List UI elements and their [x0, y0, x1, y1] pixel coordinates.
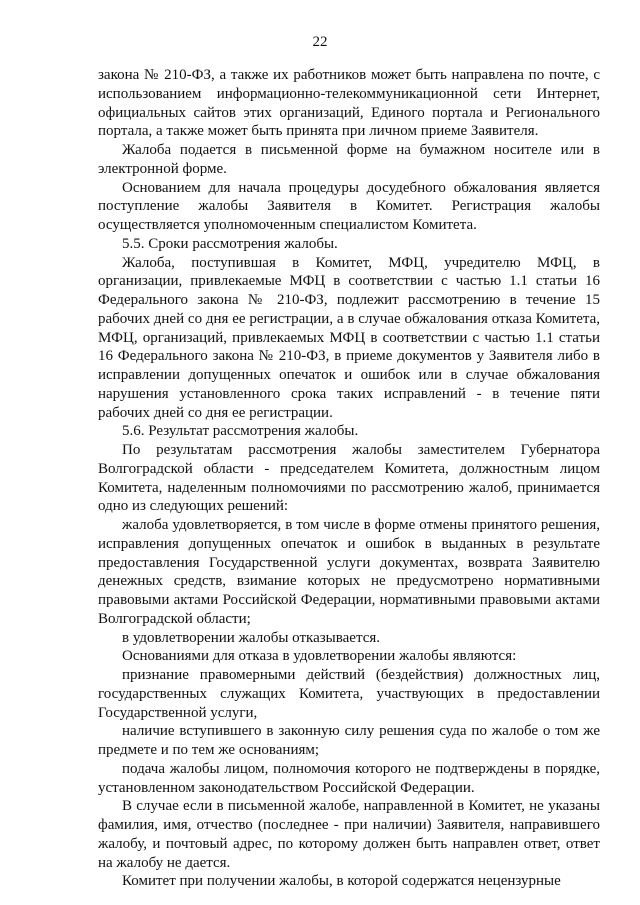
paragraph: Основанием для начала процедуры досудебного обжалования является поступление жалобы Заявителя в Комитет. Регистрация жалобы осуществляется уполномоченным специалистом Комитета.: [98, 179, 600, 233]
paragraph: наличие вступившего в законную силу решения суда по жалобе о том же предмете и по тем же основаниям;: [98, 723, 600, 758]
paragraph: В случае если в письменной жалобе, направленной в Комитет, не указаны фамилия, имя, отчество (последнее - при наличии) Заявителя, направившего жалобу, и почтовый адрес, по которому должен быть направлен ответ, ответ на жалобу не дается.: [98, 798, 600, 871]
paragraph: Комитет при получении жалобы, в которой содержатся нецензурные: [122, 873, 561, 890]
document-body: [98, 66, 600, 891]
paragraph: жалоба удовлетворяется, в том числе в форме отмены принятого решения, исправления допущенных опечаток и ошибок в выданных в результате предоставления Государственной услуги документах, возврата Заявителю денежных средств, взимание которых не предусмотрено нормативными правовыми актами Российской Федерации, нормативными правовыми актами Волгоградской области;: [98, 517, 600, 627]
paragraph: 5.6. Результат рассмотрения жалобы.: [122, 423, 359, 440]
paragraph: По результатам рассмотрения жалобы заместителем Губернатора Волгоградской области - председателем Комитета, должностным лицом Комитета, наделенным полномочиями по рассмотрению жалоб, принимается одно из следующих решений:: [98, 442, 600, 515]
page-number: 22: [312, 34, 328, 50]
paragraph: подача жалобы лицом, полномочия которого не подтверждены в порядке, установленном законодательством Российской Федерации.: [98, 760, 600, 796]
paragraph: Жалоба подается в письменной форме на бумажном носителе или в электронной форме.: [98, 142, 600, 177]
paragraph: признание правомерными действий (бездействия) должностных лиц, государственных служащих Комитета, участвующих в предоставлении Государственной услуги,: [98, 667, 600, 721]
paragraph: Основаниями для отказа в удовлетворении жалобы являются:: [122, 648, 517, 665]
paragraph: закона № 210-ФЗ, а также их работников может быть направлена по почте, с использованием информационно-телекоммуникационной сети Интернет, официальных сайтов этих организаций, Единого портала и Регионального портала, а также может быть принята при личном приеме Заявителя.: [98, 67, 600, 140]
paragraph: 5.5. Сроки рассмотрения жалобы.: [122, 235, 338, 252]
paragraph: в удовлетворении жалобы отказывается.: [122, 629, 380, 646]
paragraph: Жалоба, поступившая в Комитет, МФЦ, учредителю МФЦ, в организации, привлекаемые МФЦ в соответствии с частью 1.1 статьи 16 Федерального закона № 210-ФЗ, подлежит рассмотрению в течение 15 рабочих дней со дня ее регистрации, а в случае обжалования отказа Комитета, МФЦ, организаций, привлекаемых МФЦ в соответствии с частью 1.1 статьи 16 Федерального закона № 210-ФЗ, в приеме документов у Заявителя либо в исправлении допущенных опечаток и ошибок или в случае обжалования нарушения установленного срока таких исправлений - в течение пяти рабочих дней со дня ее регистрации.: [98, 254, 600, 421]
